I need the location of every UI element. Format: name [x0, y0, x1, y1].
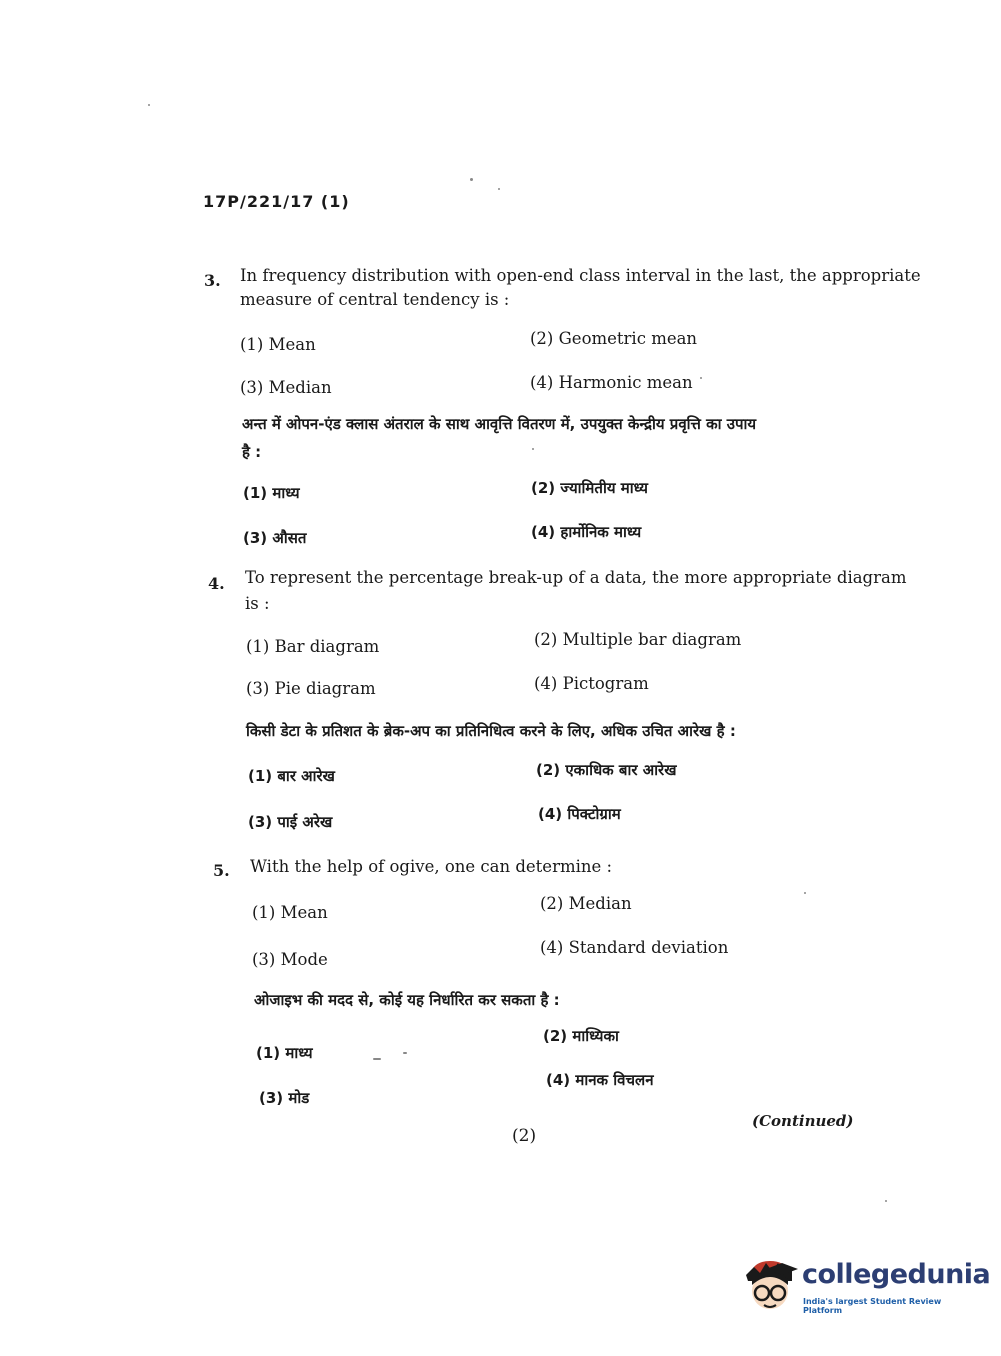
- question-4-hindi-option-2: (2) एकाधिक बार आरेख: [536, 761, 677, 779]
- question-3-hindi-option-3: (3) औसत: [243, 529, 307, 547]
- question-4-number: 4.: [208, 574, 225, 593]
- question-5-option-4: (4) Standard deviation: [540, 938, 729, 957]
- question-4-hindi-option-3: (3) पाई अरेख: [248, 813, 333, 831]
- question-5-hindi-option-1: (1) माध्य: [256, 1044, 313, 1062]
- scan-speck: [532, 448, 534, 450]
- logo-tagline: India's largest Student Review Platform: [803, 1297, 942, 1315]
- question-3-hindi-option-2: (2) ज्यामितीय माध्य: [531, 479, 648, 497]
- question-3-text-line1: In frequency distribution with open-end class interval in the last, the appropriate: [240, 266, 921, 285]
- question-5-hindi-option-4: (4) मानक विचलन: [546, 1071, 654, 1089]
- question-3-option-2: (2) Geometric mean: [530, 329, 698, 348]
- question-3-hindi-line1: अन्त में ओपन-एंड क्लास अंतराल के साथ आवृत्ति वितरण में, उपयुक्त केन्द्रीय प्रवृत्ति का उपाय: [242, 415, 757, 433]
- paper-code: 17P/221/17 (1): [203, 192, 350, 211]
- question-3-hindi-option-1: (1) माध्य: [243, 484, 300, 502]
- question-4-hindi-line1: किसी डेटा के प्रतिशत के ब्रेक-अप का प्रतिनिधित्व करने के लिए, अधिक उचित आरेख है :: [246, 722, 736, 740]
- question-5-hindi-option-2: (2) माध्यिका: [543, 1027, 619, 1045]
- mascot-icon: [742, 1255, 800, 1317]
- question-4-option-1: (1) Bar diagram: [246, 637, 380, 656]
- question-3-text-line2: measure of central tendency is :: [240, 290, 510, 309]
- scan-speck: [700, 377, 702, 379]
- collegedunia-logo: [742, 1255, 991, 1317]
- question-4-text-line2: is :: [245, 594, 270, 613]
- page-number: (2): [512, 1126, 537, 1146]
- question-5-hindi-line1: ओजाइभ की मदद से, कोई यह निर्धारित कर सकता है :: [254, 991, 560, 1009]
- question-4-option-4: (4) Pictogram: [534, 674, 649, 693]
- scan-speck: [148, 104, 150, 106]
- question-3-option-4: (4) Harmonic mean: [530, 373, 693, 392]
- question-5-text-line1: With the help of ogive, one can determine :: [250, 857, 613, 876]
- question-3-number: 3.: [204, 271, 221, 290]
- question-5-option-3: (3) Mode: [252, 950, 328, 969]
- question-5-hindi-option-3: (3) मोड: [259, 1089, 310, 1107]
- scan-speck: [804, 892, 806, 894]
- logo-wordmark: collegedunia: [802, 1259, 991, 1290]
- question-5-option-2: (2) Median: [540, 894, 632, 913]
- question-4-option-3: (3) Pie diagram: [246, 679, 376, 698]
- question-4-hindi-option-1: (1) बार आरेख: [248, 767, 335, 785]
- scan-mark: [373, 1058, 381, 1060]
- continued-label: (Continued): [752, 1112, 854, 1130]
- scan-speck: [470, 178, 473, 181]
- question-3-hindi-option-4: (4) हार्मोनिक माध्य: [531, 523, 642, 541]
- question-5-option-1: (1) Mean: [252, 903, 328, 922]
- scan-mark: [403, 1052, 407, 1054]
- question-3-hindi-line2: है :: [242, 443, 262, 461]
- question-3-option-1: (1) Mean: [240, 335, 316, 354]
- scan-speck: [498, 188, 500, 190]
- question-3-option-3: (3) Median: [240, 378, 332, 397]
- question-5-number: 5.: [213, 861, 230, 880]
- question-4-hindi-option-4: (4) पिक्टोग्राम: [538, 805, 621, 823]
- scan-speck: [885, 1200, 887, 1202]
- question-4-option-2: (2) Multiple bar diagram: [534, 630, 742, 649]
- question-4-text-line1: To represent the percentage break-up of a data, the more appropriate diagram: [245, 568, 907, 587]
